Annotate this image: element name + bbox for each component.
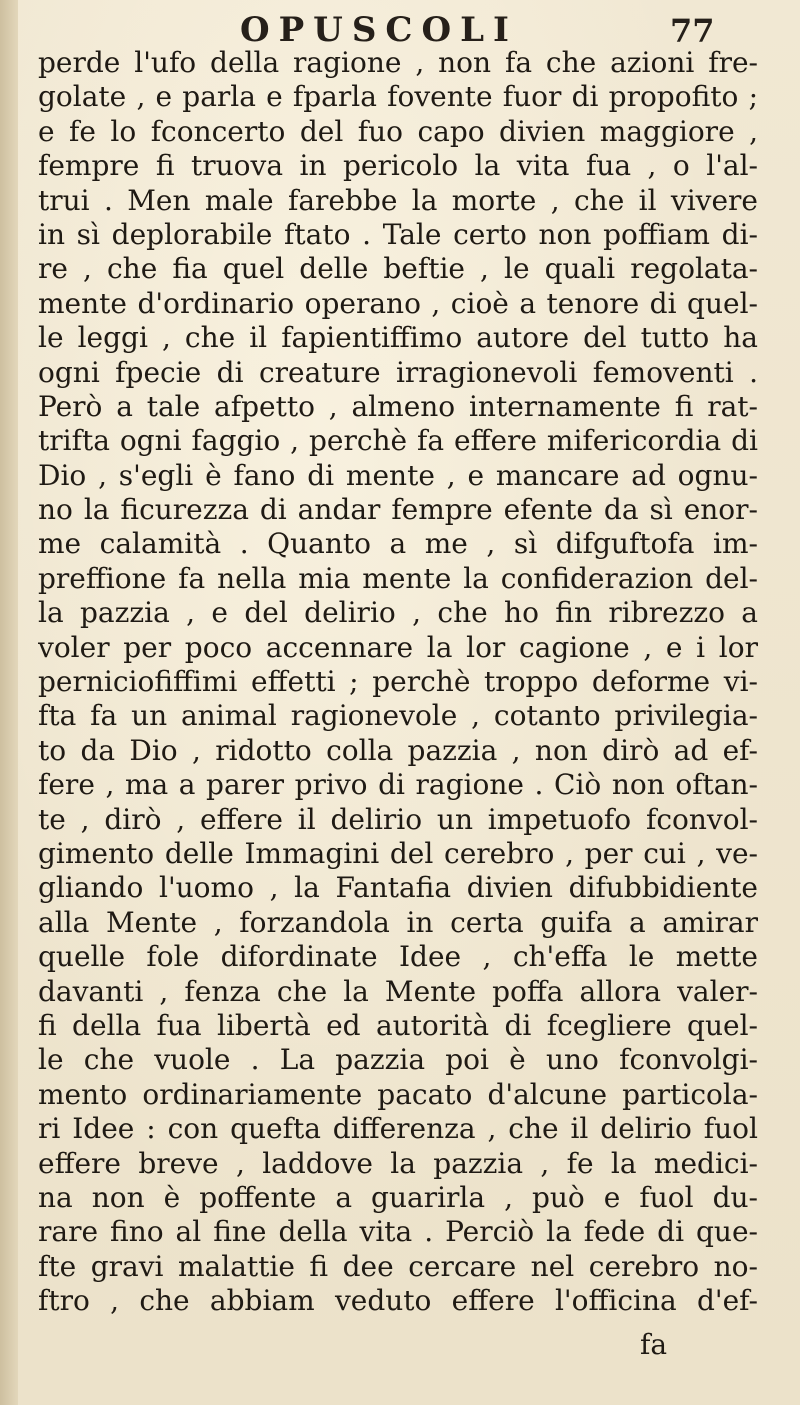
text-line: na non è poffente a guarirla , può e fuol du- bbox=[38, 1180, 758, 1214]
text-line: alla Mente , forzandola in certa guifa a amirar bbox=[38, 905, 758, 939]
text-line: perde l'ufo della ragione , non fa che azioni fre- bbox=[38, 46, 758, 79]
text-line: le leggi , che il fapientiffimo autore del tutto ha bbox=[38, 321, 758, 355]
running-head: OPUSCOLI bbox=[240, 10, 518, 50]
text-line: rare fino al fine della vita . Perciò la fede di que- bbox=[38, 1215, 758, 1249]
text-line: fere , ma a parer privo di ragione . Ciò non oftan- bbox=[38, 768, 758, 802]
text-line: gimento delle Immagini del cerebro , per cui , ve- bbox=[38, 836, 758, 870]
text-line: re , che fia quel delle beftie , le quali regolata- bbox=[38, 252, 758, 286]
text-line: me calamità . Quanto a me , sì difguftofa im- bbox=[38, 527, 758, 561]
text-line: effere breve , laddove la pazzia , fe la medici- bbox=[38, 1146, 758, 1180]
page-number: 77 bbox=[670, 12, 715, 50]
text-line: to da Dio , ridotto colla pazzia , non dirò ad ef- bbox=[38, 733, 758, 767]
text-line: Però a tale afpetto , almeno internamente fi rat- bbox=[38, 389, 758, 423]
text-line: in sì deplorabile ftato . Tale certo non poffiam di- bbox=[38, 217, 758, 251]
text-line: preffione fa nella mia mente la confiderazion del- bbox=[38, 561, 758, 595]
text-line: fte gravi malattie fi dee cercare nel cerebro no- bbox=[38, 1249, 758, 1283]
text-line: trui . Men male farebbe la morte , che il vivere bbox=[38, 183, 758, 217]
text-line: mente d'ordinario operano , cioè a tenore di quel- bbox=[38, 286, 758, 320]
text-line: trifta ogni faggio , perchè fa effere mifericordia di bbox=[38, 424, 758, 458]
text-line: e fe lo fconcerto del fuo capo divien maggiore , bbox=[38, 114, 758, 148]
text-line: le che vuole . La pazzia poi è uno fconvolgi- bbox=[38, 1043, 758, 1077]
text-line: perniciofiffimi effetti ; perchè troppo deforme vi- bbox=[38, 665, 758, 699]
text-line: fempre fi truova in pericolo la vita fua , o l'al- bbox=[38, 149, 758, 183]
text-line: ftro , che abbiam veduto effere l'officina d'ef- bbox=[38, 1284, 758, 1318]
text-line: davanti , fenza che la Mente poffa allora valer- bbox=[38, 974, 758, 1008]
text-line: mento ordinariamente pacato d'alcune particola- bbox=[38, 1077, 758, 1111]
catchword: fa bbox=[640, 1328, 668, 1361]
text-line: voler per poco accennare la lor cagione , e i lor bbox=[38, 630, 758, 664]
text-line: la pazzia , e del delirio , che ho fin ribrezzo a bbox=[38, 596, 758, 630]
text-line: ogni fpecie di creature irragionevoli femoventi . bbox=[38, 355, 758, 389]
text-line: Dio , s'egli è fano di mente , e mancare ad ognu- bbox=[38, 458, 758, 492]
text-line: fi della fua libertà ed autorità di fcegliere quel- bbox=[38, 1008, 758, 1042]
text-line: gliando l'uomo , la Fantafia divien difubbidiente bbox=[38, 871, 758, 905]
text-line: no la ficurezza di andar fempre efente da sì enor- bbox=[38, 493, 758, 527]
text-line: fta fa un animal ragionevole , cotanto privilegia- bbox=[38, 699, 758, 733]
text-line: quelle fole difordinate Idee , ch'effa le mette bbox=[38, 940, 758, 974]
body-text bbox=[38, 46, 758, 1346]
text-line: golate , e parla e fparla fovente fuor di propofito ; bbox=[38, 80, 758, 114]
page-gutter bbox=[0, 0, 18, 1405]
text-line: te , dirò , effere il delirio un impetuofo fconvol- bbox=[38, 802, 758, 836]
text-line: ri Idee : con quefta differenza , che il delirio fuol bbox=[38, 1112, 758, 1146]
